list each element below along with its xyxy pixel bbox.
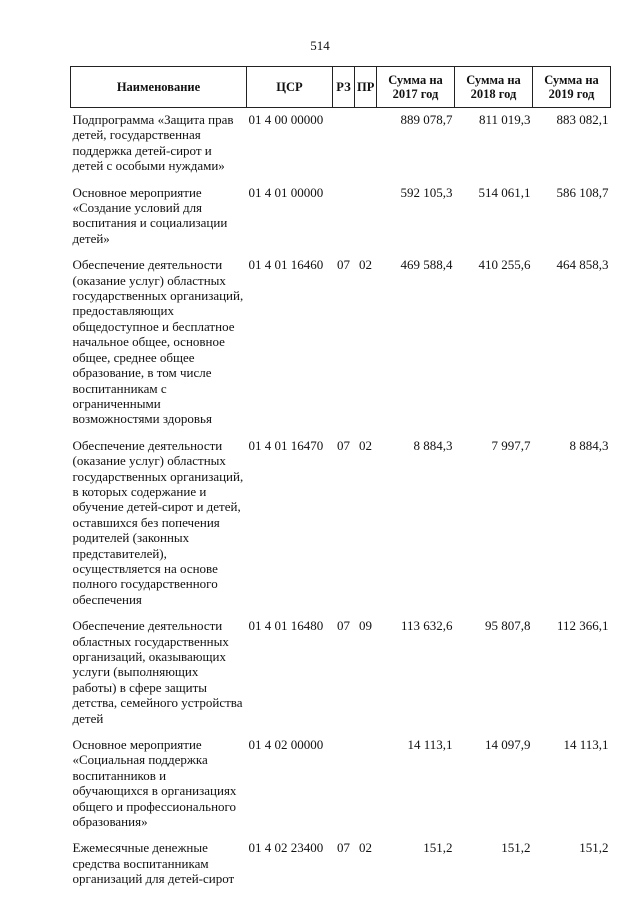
row-sum-2017: 889 078,7 [400, 112, 453, 127]
header-sum-2018: Сумма на 2018 год [455, 67, 533, 108]
row-sum-2017: 592 105,3 [400, 184, 453, 200]
row-name: Обеспечение деятельности (оказание услуг) областных государственных организаций, в которых содержание и обучение детей-сирот и детей, оставшихся без попечения родителей (законных представителей), осуществляется на основе полного государственного обеспечения [72, 437, 244, 607]
row-name: Основное мероприятие «Создание условий для воспитания и социализации детей» [72, 184, 228, 246]
row-sum-2019: 14 113,1 [563, 737, 609, 753]
table-row [71, 108, 611, 177]
row-rz: 07 [337, 437, 350, 453]
row-name: Ежемесячные денежные средства воспитанникам организаций для детей-сирот [72, 840, 235, 887]
row-name: Обеспечение деятельности (оказание услуг) областных государственных организаций, предоставляющих общедоступное и бесплатное начальное общее, основное общее, среднее общее образование, в том числе воспитанникам с ограниченными возможностями здоровья [72, 257, 244, 427]
page-number: 514 [310, 38, 330, 53]
table-row [71, 832, 611, 889]
row-rz: 07 [337, 257, 350, 273]
row-name: Обеспечение деятельности областных государственных организаций, оказывающих услуги (выполняющих работы) в сфере защиты детства, семейного устройства детей [72, 618, 243, 726]
table-row [71, 430, 611, 610]
table-row [71, 729, 611, 832]
row-sum-2019: 464 858,3 [556, 257, 609, 273]
row-csr: 01 4 01 00000 [248, 184, 324, 200]
row-sum-2018: 514 061,1 [478, 184, 531, 200]
row-sum-2019: 586 108,7 [556, 184, 609, 200]
table-row [71, 177, 611, 250]
row-sum-2019: 151,2 [579, 840, 609, 856]
header-csr: ЦСР [247, 67, 333, 108]
header-name: Наименование [71, 67, 247, 108]
row-csr: 01 4 02 00000 [248, 737, 324, 753]
table-row [71, 610, 611, 729]
row-sum-2018: 95 807,8 [485, 618, 531, 634]
row-name: Основное мероприятие «Социальная поддержка воспитанников и обучающихся в организациях общего и профессионального образования» [72, 737, 237, 830]
row-rz [333, 177, 355, 250]
row-rz: 07 [337, 618, 350, 634]
row-sum-2018: 14 097,9 [485, 737, 531, 753]
row-pr: 02 [359, 840, 372, 856]
row-sum-2019: 112 366,1 [556, 618, 609, 634]
row-csr: 01 4 02 23400 [248, 840, 324, 856]
budget-table [70, 66, 611, 890]
row-pr [355, 729, 377, 832]
row-sum-2017: 14 113,1 [407, 737, 453, 753]
row-sum-2017: 113 632,6 [400, 618, 453, 634]
row-sum-2018: 7 997,7 [491, 437, 531, 453]
row-sum-2018: 151,2 [501, 840, 531, 856]
row-sum-2017: 469 588,4 [400, 257, 453, 273]
row-sum-2019: 8 884,3 [569, 437, 609, 453]
row-rz [333, 729, 355, 832]
row-csr: 01 4 01 16460 [248, 257, 324, 273]
row-sum-2017: 151,2 [423, 840, 453, 856]
row-csr: 01 4 01 16480 [248, 618, 324, 634]
header-pr: ПР [355, 67, 377, 108]
row-sum-2019: 883 082,1 [556, 112, 609, 127]
header-rz: РЗ [333, 67, 355, 108]
row-rz: 07 [337, 840, 350, 856]
header-sum-2019: Сумма на 2019 год [533, 67, 611, 108]
row-pr: 02 [359, 257, 372, 273]
row-pr [355, 177, 377, 250]
row-csr: 01 4 00 00000 [248, 112, 324, 127]
row-pr: 02 [359, 437, 372, 453]
row-rz [333, 108, 355, 177]
row-name: Подпрограмма «Защита прав детей, государственная поддержка детей-сирот и детей с особыми нуждами» [72, 112, 234, 174]
table-header-row [71, 67, 611, 108]
row-csr: 01 4 01 16470 [248, 437, 324, 453]
table-row [71, 249, 611, 429]
row-sum-2018: 811 019,3 [478, 112, 531, 127]
row-sum-2017: 8 884,3 [413, 437, 453, 453]
row-pr: 09 [359, 618, 372, 634]
row-sum-2018: 410 255,6 [478, 257, 531, 273]
header-sum-2017: Сумма на 2017 год [377, 67, 455, 108]
row-pr [355, 108, 377, 177]
